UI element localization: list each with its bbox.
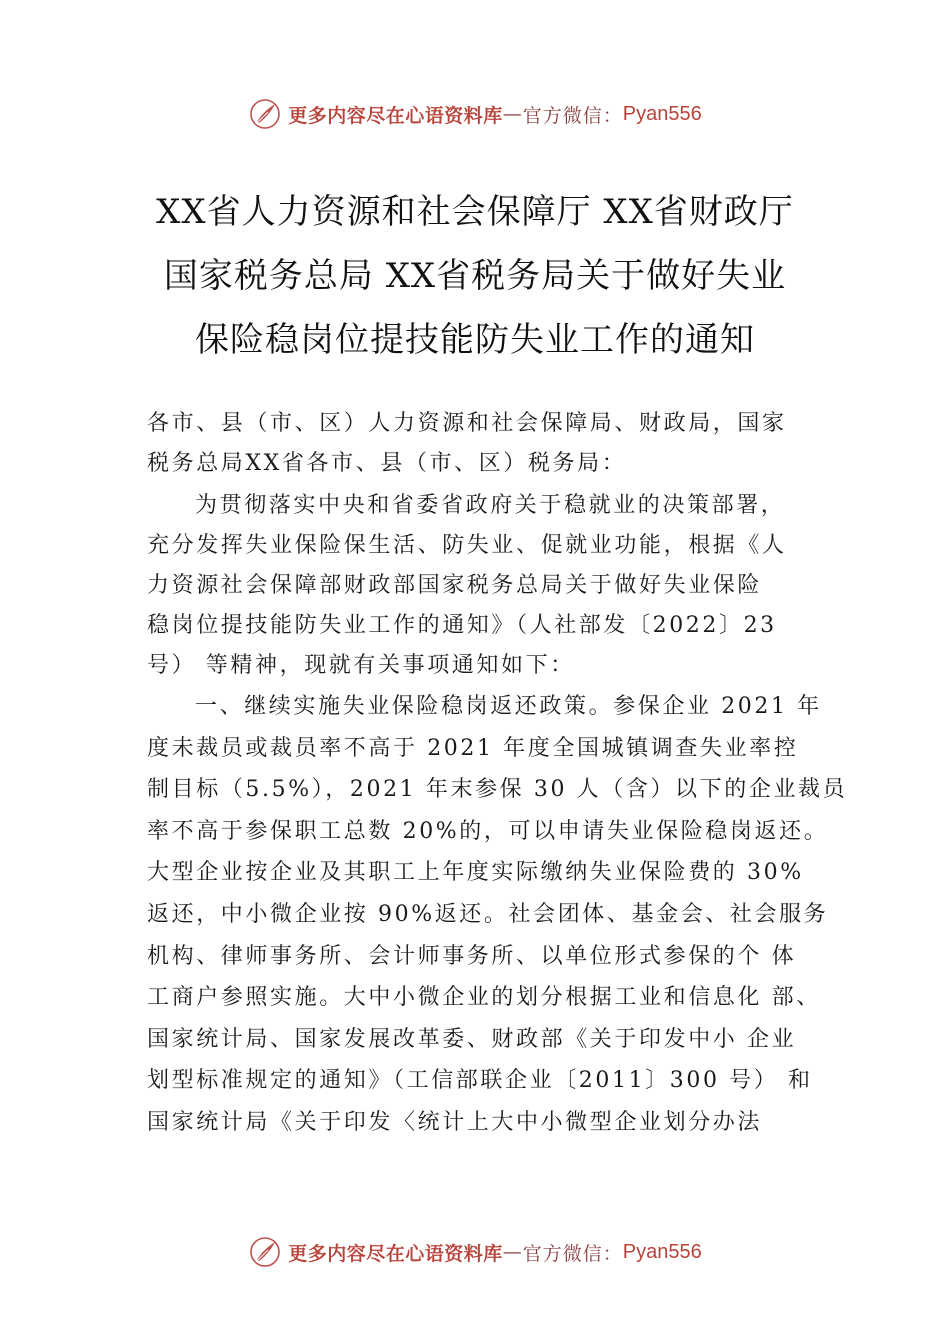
document-title — [100, 180, 850, 372]
paragraph-line: 号） 等精神，现就有关事项通知如下： — [147, 653, 575, 678]
feather-pen-logo-icon — [248, 1235, 282, 1269]
title-line: XX省人力资源和社会保障厅 XX省财政厅 — [156, 192, 794, 232]
title-line: 保险稳岗位提技能防失业工作的通知 — [195, 320, 755, 360]
paragraph-line: 返还，中小微企业按 90%返还。社会团体、基金会、社会服务 — [147, 901, 829, 927]
intro-paragraph — [147, 486, 837, 686]
watermark-handle: Pyan556 — [622, 102, 702, 125]
addressee-block — [147, 404, 837, 484]
watermark-banner-top — [0, 94, 950, 134]
paragraph-line: 划型标准规定的通知》（工信部联企业〔2011〕300 号） 和 — [147, 1068, 813, 1094]
paragraph-line: 制目标（5.5%），2021 年末参保 30 人（含）以下的企业裁员 — [147, 777, 848, 803]
watermark-red-text: 更多内容尽在心语资料库 — [288, 1242, 503, 1265]
paragraph-line: 度未裁员或裁员率不高于 2021 年度全国城镇调查失业率控 — [147, 735, 799, 761]
paragraph-line: 率不高于参保职工总数 20%的，可以申请失业保险稳岗返还。 — [147, 818, 829, 844]
paragraph-line: 力资源社会保障部财政部国家税务总局关于做好失业保险 — [147, 573, 763, 598]
watermark-label: 官方微信： — [522, 1242, 623, 1265]
feather-pen-logo-icon — [248, 97, 282, 131]
paragraph-line: 大型企业按企业及其职工上年度实际缴纳失业保险费的 30% — [147, 860, 804, 886]
watermark-handle: Pyan556 — [622, 1240, 702, 1263]
watermark-banner-bottom — [0, 1232, 950, 1272]
paragraph-line: 一、继续实施失业保险稳岗返还政策。参保企业 2021 年 — [195, 694, 822, 719]
addressee-line: 税务总局XX省各市、县（市、区）税务局： — [147, 451, 627, 476]
paragraph-line: 机构、律师事务所、会计师事务所、以单位形式参保的个 体 — [147, 943, 797, 969]
paragraph-line: 工商户参照实施。大中小微企业的划分根据工业和信息化 部、 — [147, 985, 821, 1011]
watermark-label: 官方微信： — [522, 104, 623, 127]
paragraph-line: 为贯彻落实中央和省委省政府关于稳就业的决策部署， — [195, 493, 786, 518]
watermark-red-text: 更多内容尽在心语资料库 — [288, 104, 503, 127]
section-one-paragraph — [147, 686, 848, 1144]
watermark-dash: — — [502, 103, 523, 125]
paragraph-line: 稳岗位提技能防失业工作的通知》（人社部发〔2022〕23 — [147, 613, 777, 638]
paragraph-line: 充分发挥失业保险保生活、防失业、促就业功能，根据《人 — [147, 533, 787, 558]
paragraph-line: 国家统计局《关于印发〈统计上大中小微型企业划分办法 — [147, 1109, 763, 1135]
watermark-dash: — — [502, 1241, 523, 1263]
title-line: 国家税务总局 XX省税务局关于做好失业 — [163, 256, 787, 296]
paragraph-line: 国家统计局、国家发展改革委、财政部《关于印发中小 企业 — [147, 1026, 797, 1052]
addressee-line: 各市、县（市、区）人力资源和社会保障局、财政局，国家 — [147, 411, 787, 436]
